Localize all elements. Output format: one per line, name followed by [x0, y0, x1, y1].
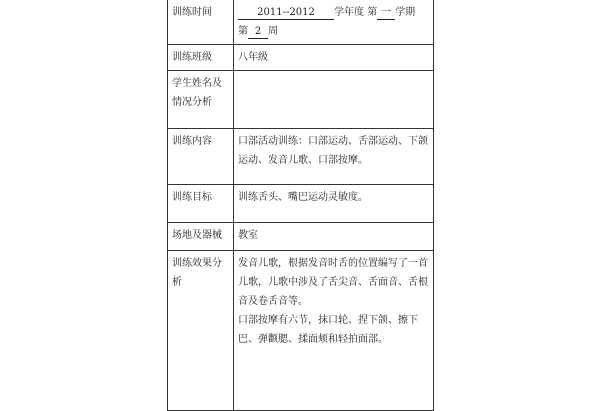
training-class-value: 八年级: [234, 45, 434, 71]
venue-equipment-value: 教室: [234, 223, 434, 251]
effect-analysis-value: [234, 251, 434, 411]
term-field: 一: [377, 7, 395, 20]
row-training-goal: [168, 185, 434, 223]
training-time-value: [234, 0, 434, 45]
row-student-analysis: [168, 71, 434, 129]
student-analysis-value: [234, 71, 434, 129]
student-analysis-label: 学生姓名及情况分析: [168, 71, 234, 129]
training-class-label: 训练班级: [168, 45, 234, 71]
row-venue-equipment: [168, 223, 434, 251]
training-time-label: 训练时间: [168, 0, 234, 45]
term-prefix: 第: [367, 7, 378, 18]
term-suffix: 学期: [395, 7, 416, 18]
week-suffix: 周: [268, 26, 278, 37]
training-goal-label: 训练目标: [168, 185, 234, 223]
row-training-content: [168, 129, 434, 185]
effect-analysis-label: 训练效果分析: [168, 251, 234, 411]
training-content-label: 训练内容: [168, 129, 234, 185]
effect-analysis-paragraph: 口部按摩有六节，抹口轮、捏下颌、擦下巴、弹颧腮、揉面颊和轻拍面部。: [238, 315, 418, 345]
training-record-table: [167, 0, 434, 411]
row-effect-analysis: [168, 251, 434, 411]
row-training-time: [168, 0, 434, 45]
week-field: 2: [248, 26, 268, 39]
effect-analysis-paragraph: 发音儿歌，根据发音时舌的位置编写了一首儿歌，儿歌中涉及了舌尖音、舌面音、舌根音及卷舌音等。: [238, 258, 428, 307]
week-prefix: 第: [238, 26, 248, 37]
venue-equipment-label: 场地及器械: [168, 223, 234, 251]
school-year-suffix: 学年度: [334, 7, 364, 18]
training-content-value: 口部活动训练：口部运动、舌部运动、下颌运动、发音儿歌、口部按摩。: [234, 129, 434, 185]
row-training-class: [168, 45, 434, 71]
school-year-field: 2011--2012: [238, 7, 334, 20]
training-goal-value: 训练舌头、嘴巴运动灵敏度。: [234, 185, 434, 223]
